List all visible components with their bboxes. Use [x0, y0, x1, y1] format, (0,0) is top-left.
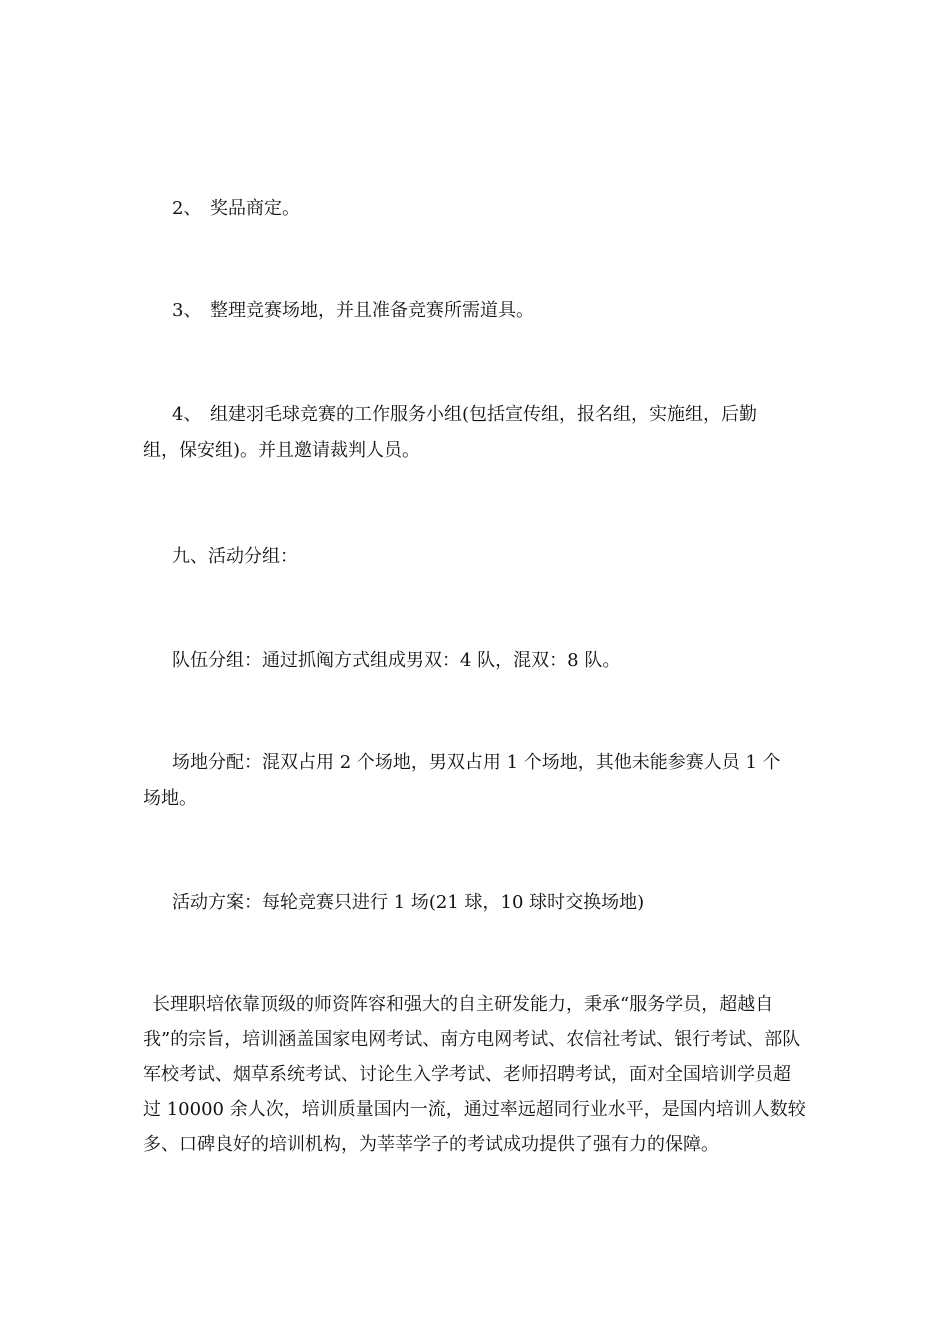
item-number: 3、: [172, 300, 202, 321]
plan-paragraph: 活动方案：每轮竞赛只进行 1 场(21 球，10 球时交换场地): [172, 892, 645, 913]
item-text: 组建羽毛球竞赛的工作服务小组(包括宣传组，报名组，实施组，后勤: [210, 404, 758, 425]
item-text: 奖品商定。: [210, 198, 300, 219]
ad-paragraph: 长理职培依靠顶级的师资阵容和强大的自主研发能力，秉承“服务学员，超越自我”的宗旨，培训涵盖国家电网考试、南方电网考试、农信社考试、银行考试、部队军校考试、烟草系统考试、讨论生入学考试、老师招聘考试，面对全国培训学员超过 10000 余人次，培训质量国内一流，通过率远超同行业水平，是国内培训人数较多、口碑良好的培训机构，为莘莘学子的考试成功提供了强有力的保障。: [143, 994, 806, 1155]
item-number: 4、: [172, 404, 202, 425]
venue-line: 场地分配：混双占用 2 个场地，男双占用 1 个场地，其他未能参赛人员 1 个: [172, 752, 781, 773]
venue-line: 场地。: [143, 788, 197, 809]
grouping-paragraph: 队伍分组：通过抓阄方式组成男双：4 队，混双：8 队。: [172, 650, 621, 671]
item-number: 2、: [172, 198, 202, 219]
item-text-continued: 组，保安组)。并且邀请裁判人员。: [143, 440, 421, 461]
section-heading: 九、活动分组：: [172, 546, 298, 567]
item-text: 整理竞赛场地，并且准备竞赛所需道具。: [210, 300, 534, 321]
